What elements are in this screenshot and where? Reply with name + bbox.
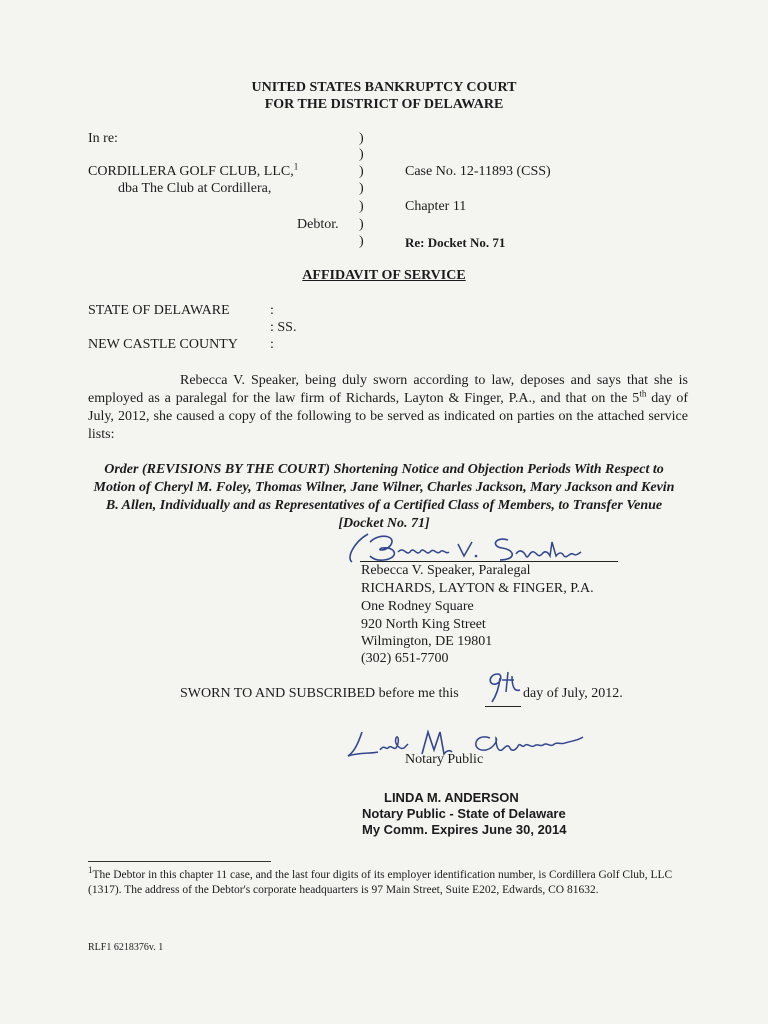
caption-paren: ) (359, 199, 364, 214)
caption-paren: ) (359, 147, 364, 162)
document-title (0, 268, 768, 284)
venue-colon: : (270, 337, 274, 352)
court-name-line2: FOR THE DISTRICT OF DELAWARE (264, 97, 504, 112)
caption-paren: ) (359, 217, 364, 232)
affiant-name: Rebecca V. Speaker, Paralegal (361, 563, 531, 578)
notary-stamp-name: LINDA M. ANDERSON (384, 790, 519, 805)
sworn-text-after: day of July, 2012. (523, 686, 623, 701)
case-number: Case No. 12-11893 (CSS) (405, 164, 551, 179)
firm-phone: (302) 651-7700 (361, 651, 449, 666)
caption-paren: ) (359, 234, 364, 249)
footnote-rule (88, 861, 271, 862)
chapter: Chapter 11 (405, 199, 467, 214)
affidavit-paragraph (88, 372, 688, 444)
notary-stamp-expiry: My Comm. Expires June 30, 2014 (362, 822, 567, 837)
sworn-day-line (485, 706, 521, 707)
firm-name: RICHARDS, LAYTON & FINGER, P.A. (361, 581, 594, 596)
notary-stamp-title: Notary Public - State of Delaware (362, 806, 566, 821)
caption-paren: ) (359, 164, 364, 179)
affiant-signature-line (360, 561, 618, 562)
notary-public-label: Notary Public (405, 752, 484, 767)
re-docket: Re: Docket No. 71 (405, 235, 506, 250)
venue-county: NEW CASTLE COUNTY (88, 337, 238, 352)
document-id: RLF1 6218376v. 1 (88, 942, 164, 953)
firm-address-line1: One Rodney Square (361, 599, 474, 614)
debtor-dba: dba The Club at Cordillera, (118, 181, 272, 196)
caption-paren: ) (359, 131, 364, 146)
footnote-marker: 1 (88, 865, 93, 876)
affiant-signature (340, 528, 630, 568)
paragraph-end: day of July, 2012, she caused a copy of the following to be served as indicated on parties on the attached service lists: (88, 391, 688, 442)
in-re-label: In re: (88, 131, 118, 146)
debtor-name-text: CORDILLERA GOLF CLUB, LLC, (88, 164, 294, 179)
sworn-day-handwritten (484, 668, 524, 704)
debtor-label: Debtor. (297, 217, 339, 232)
court-name-line1: UNITED STATES BANKRUPTCY COURT (251, 80, 517, 95)
sworn-text-before: SWORN TO AND SUBSCRIBED before me this (180, 686, 459, 701)
order-description: Order (REVISIONS BY THE COURT) Shortening Notice and Objection Periods With Respect to Motion of Cheryl M. Foley, Thomas Wilner, Jane Wilner, Charles Jackson, Mary Jackson and Kevin B. Allen, Individually and as Representatives of a Certified Class of Members, to Transfer Venue [Docket No. 71] (93, 462, 675, 531)
footnote-ref: 1 (293, 161, 299, 172)
paragraph-start: Rebecca V. Speaker, being duly sworn according to law, deposes and says that she is employed as a paralegal for the law firm of Richards, Layton & Finger, P.A., and that on the 5 (88, 373, 688, 406)
debtor-name (88, 161, 299, 180)
footnote (88, 865, 678, 898)
footnote-text: The Debtor in this chapter 11 case, and the last four digits of its employer identification number, is Cordillera Golf Club, LLC (1317). The address of the Debtor's corporate headquarters is 97 Main Street, Suite E202, Edwards, CO 81632. (88, 869, 673, 896)
document-title-text: AFFIDAVIT OF SERVICE (302, 268, 466, 283)
firm-city: Wilmington, DE 19801 (361, 634, 493, 649)
firm-address-line2: 920 North King Street (361, 617, 486, 632)
caption-paren: ) (359, 181, 364, 196)
paragraph-ordinal: th (639, 388, 647, 399)
venue-ss: : SS. (270, 320, 297, 335)
venue-colon: : (270, 303, 274, 318)
venue-state: STATE OF DELAWARE (88, 303, 230, 318)
